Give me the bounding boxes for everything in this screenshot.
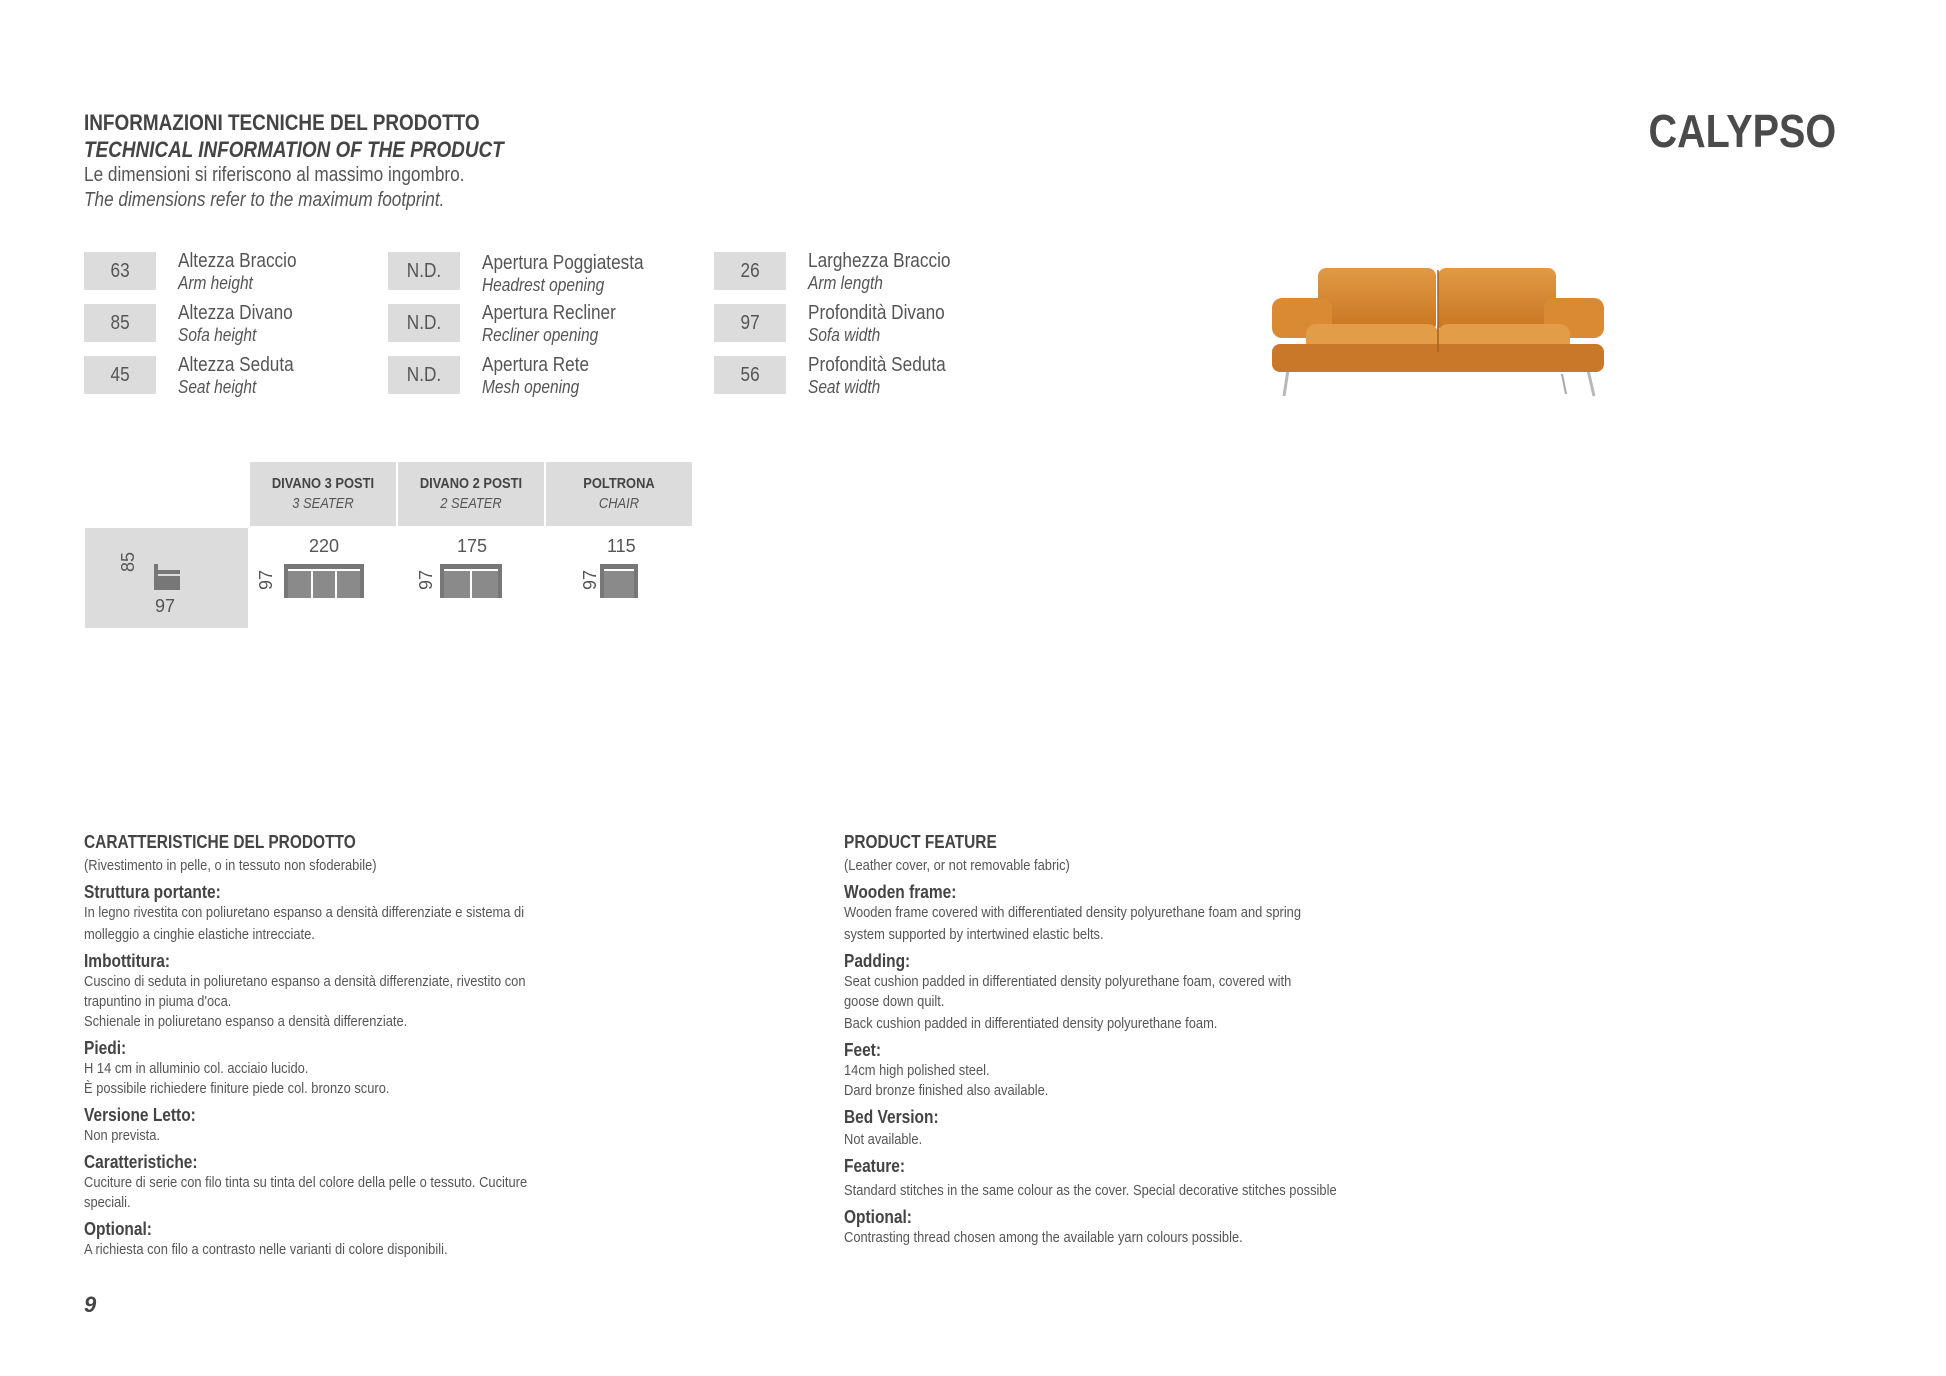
- table-header-2-seater: DIVANO 2 POSTI 2 SEATER: [398, 462, 544, 526]
- feature-heading: Wooden frame:: [844, 882, 957, 902]
- features-italian-title: CARATTERISTICHE DEL PRODOTTO: [84, 832, 356, 852]
- feature-heading: Piedi:: [84, 1038, 127, 1058]
- features-english-title: PRODUCT FEATURE: [844, 832, 997, 852]
- page-number: 9: [84, 1292, 97, 1317]
- depth-value-2-seater: 97: [416, 569, 436, 590]
- width-value-chair: 115: [607, 536, 636, 556]
- 3-seater-plan-icon: [284, 564, 364, 598]
- table-header-chair: POLTRONA CHAIR: [546, 462, 692, 526]
- feature-line: Cuscino di seduta in poliuretano espanso a densità differenziate, rivestito con: [84, 973, 526, 990]
- sofa-product-image: [1266, 262, 1610, 402]
- feature-line: Standard stitches in the same colour as the cover. Special decorative stitches possible: [844, 1182, 1337, 1199]
- dimension-label-arm-length: Larghezza Braccio Arm length: [808, 250, 951, 293]
- feature-line: Schienale in poliuretano espanso a densità differenziate.: [84, 1013, 408, 1030]
- side-profile-icon: [152, 562, 182, 592]
- dimension-box-seat-height: 45: [84, 356, 156, 394]
- feature-line: Not available.: [844, 1131, 923, 1148]
- dimension-label-sofa-width: Profondità Divano Sofa width: [808, 302, 945, 345]
- dimension-box-seat-width: 56: [714, 356, 786, 394]
- feature-line: A richiesta con filo a contrasto nelle varianti di colore disponibili.: [84, 1241, 448, 1258]
- feature-line: Contrasting thread chosen among the available yarn colours possible.: [844, 1229, 1243, 1246]
- feature-line: speciali.: [84, 1194, 131, 1211]
- 2-seater-plan-icon: [440, 564, 502, 598]
- dimension-label-seat-width: Profondità Seduta Seat width: [808, 354, 946, 397]
- depth-value-chair: 97: [580, 569, 600, 590]
- title-italian: INFORMAZIONI TECNICHE DEL PRODOTTO: [84, 110, 480, 135]
- feature-line: In legno rivestita con poliuretano espanso a densità differenziate e sistema di: [84, 904, 525, 921]
- feature-line: Back cushion padded in differentiated density polyurethane foam.: [844, 1015, 1218, 1032]
- dimension-box-sofa-height: 85: [84, 304, 156, 342]
- dimension-box-recliner-opening: N.D.: [388, 304, 460, 342]
- dimension-label-seat-height: Altezza Seduta Seat height: [178, 354, 294, 397]
- note-italian: Le dimensioni si riferiscono al massimo ingombro.: [84, 164, 465, 186]
- feature-heading: Caratteristiche:: [84, 1152, 198, 1172]
- feature-heading: Padding:: [844, 951, 911, 971]
- feature-line: Wooden frame covered with differentiated density polyurethane foam and spring: [844, 904, 1302, 921]
- feature-heading: Imbottitura:: [84, 951, 170, 971]
- profile-height-value: 85: [118, 551, 138, 572]
- features-italian-subtitle: (Rivestimento in pelle, o in tessuto non sfoderabile): [84, 857, 377, 874]
- profile-depth-value: 97: [155, 596, 176, 616]
- feature-line: trapuntino in piuma d'oca.: [84, 993, 232, 1010]
- feature-heading: Optional:: [844, 1207, 912, 1227]
- dimension-box-sofa-width: 97: [714, 304, 786, 342]
- feature-line: Non prevista.: [84, 1127, 161, 1144]
- feature-line: È possibile richiedere finiture piede col. bronzo scuro.: [84, 1080, 390, 1097]
- feature-heading: Bed Version:: [844, 1107, 939, 1127]
- chair-plan-icon: [600, 564, 638, 598]
- feature-line: molleggio a cinghie elastiche intrecciate.: [84, 926, 315, 943]
- width-value-3-seater: 220: [309, 536, 340, 556]
- dimension-box-headrest-opening: N.D.: [388, 252, 460, 290]
- feature-heading: Feature:: [844, 1156, 906, 1176]
- width-value-2-seater: 175: [457, 536, 488, 556]
- dimension-box-arm-height: 63: [84, 252, 156, 290]
- feature-line: Cuciture di serie con filo tinta su tinta del colore della pelle o tessuto. Cuciture: [84, 1174, 528, 1191]
- depth-value-3-seater: 97: [256, 569, 276, 590]
- feature-line: H 14 cm in alluminio col. acciaio lucido.: [84, 1060, 309, 1077]
- feature-line: 14cm high polished steel.: [844, 1062, 990, 1079]
- dimension-label-headrest-opening: Apertura Poggiatesta Headrest opening: [482, 252, 644, 295]
- feature-heading: Struttura portante:: [84, 882, 221, 902]
- feature-heading: Optional:: [84, 1219, 152, 1239]
- side-profile-cell: [85, 528, 248, 628]
- feature-line: system supported by intertwined elastic belts.: [844, 926, 1104, 943]
- dimension-label-recliner-opening: Apertura Recliner Recliner opening: [482, 302, 616, 345]
- features-italian: [84, 832, 644, 1260]
- feature-line: goose down quilt.: [844, 993, 945, 1010]
- note-english: The dimensions refer to the maximum footprint.: [84, 189, 445, 211]
- title-english: TECHNICAL INFORMATION OF THE PRODUCT: [84, 137, 504, 162]
- dimension-label-mesh-opening: Apertura Rete Mesh opening: [482, 354, 590, 397]
- dimension-box-mesh-opening: N.D.: [388, 356, 460, 394]
- dimension-box-arm-length: 26: [714, 252, 786, 290]
- features-english-subtitle: (Leather cover, or not removable fabric): [844, 857, 1070, 874]
- feature-line: Dard bronze finished also available.: [844, 1082, 1049, 1099]
- product-name: CALYPSO: [1648, 105, 1836, 157]
- feature-heading: Feet:: [844, 1040, 881, 1060]
- table-header-3-seater: DIVANO 3 POSTI 3 SEATER: [250, 462, 396, 526]
- feature-heading: Versione Letto:: [84, 1105, 196, 1125]
- feature-line: Seat cushion padded in differentiated density polyurethane foam, covered with: [844, 973, 1292, 990]
- features-english: [844, 832, 1464, 1248]
- dimension-label-arm-height: Altezza Braccio Arm height: [178, 250, 297, 293]
- dimension-label-sofa-height: Altezza Divano Sofa height: [178, 302, 293, 345]
